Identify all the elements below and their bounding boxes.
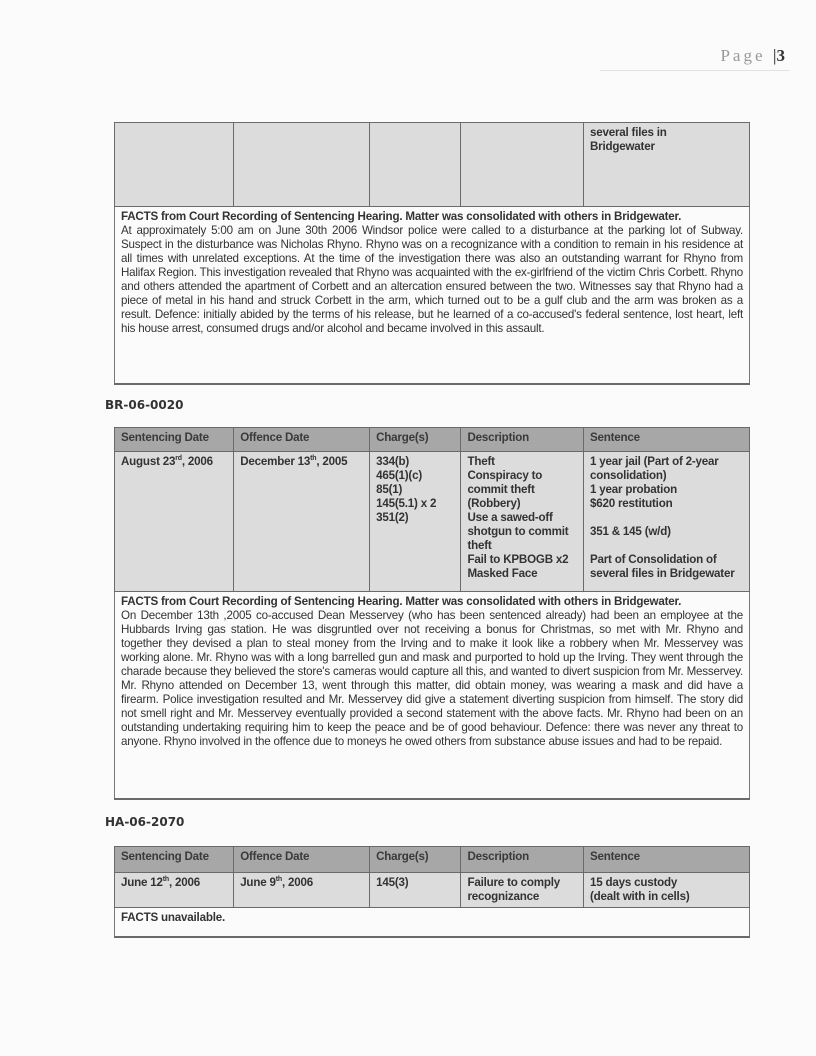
column-header: Charge(s) [370,847,461,873]
column-header: Sentence [583,847,749,873]
sentence-cell: 1 year jail (Part of 2-year consolidation) 1 year probation $620 restitution 351 & 145 (w/d) Part of Consolidation of several files in Bridgewater [583,452,749,592]
page-separator: | [772,46,777,65]
page-number: 3 [776,46,785,65]
header-rule [600,70,790,71]
description-cell: Theft Conspiracy to commit theft (Robbery) Use a sawed-off shotgun to commit theft Fail to KPBOGB x2 Masked Face [461,452,584,592]
sentence-cell: several files in Bridgewater [583,123,749,207]
facts-text: On December 13th ,2005 co-accused Dean Messervey (who has been sentenced already) had been an employee at the Hubbards Irving gas station. He was disgruntled over not receiving a bonus for Christmas, so met with Mr. Rhyno and together they devised a plan to steal money from the Irving and to make it look like a robbery when Mr. Messervey was working alone. Mr. Rhyno was with a long barrelled gun and mask and purported to hold up the Irving. They went through the charade because they believed the store's cameras would capture all this, and wanted to divert suspicion from Mr. Messervey. Mr. Rhyno attended on December 13, went through this matter, did obtain money, was wearing a mask and did have a firearm. Police investigation resulted and Mr. Messervey did give a statement diverting suspicion from himself. The story did not smell right and Mr. Messervey eventually provided a second statement with the above facts. Mr. Rhyno had been on an outstanding undertaking requiring him to keep the peace and be of good behaviour. Defence: there was never any threat to anyone. Rhyno involved in the offence due to moneys he owed others from substance abuse issues and had to be repaid. [121,609,743,748]
table-header-row [115,847,750,873]
facts-title: FACTS from Court Recording of Sentencing Hearing. Matter was consolidated with others in Bridgewater. [121,595,682,608]
column-header: Charge(s) [370,428,461,452]
offence-date-cell: December 13th, 2005 [234,452,370,592]
table-row [115,123,750,207]
facts-text: At approximately 5:00 am on June 30th 2006 Windsor police were called to a disturbance at the parking lot of Subway. Suspect in the disturbance was Nicholas Rhyno. Rhyno was on a recognizance with a condition to remain in his residence at all times with unrelated exceptions. At the time of the investigation there was also an outstanding warrant for Rhyno from Halifax Region. This investigation revealed that Rhyno was acquainted with the ex-girlfriend of the victim Chris Corbett. Rhyno and others attended the apartment of Corbett and an altercation ensured between the two. Witnesses say that Rhyno had a piece of metal in his hand and struck Corbett in the arm, which turned out to be a gulf club and the arm was broken as a result. Defence: initially abided by the terms of his release, but he learned of a co-accused's federal sentence, lost heart, left his house arrest, consumed drugs and/or alcohol and became involved in this assault. [121,224,743,335]
facts-row [115,908,750,938]
charges-cell [370,123,461,207]
table-header-row [115,428,750,452]
charges-cell: 334(b) 465(1)(c) 85(1) 145(5.1) x 2 351(2) [370,452,461,592]
facts-title: FACTS unavailable. [121,911,225,924]
continued-record-table [114,122,750,385]
facts-row [115,592,750,800]
table-row [115,452,750,592]
offence-date-cell [234,123,370,207]
column-header: Description [461,847,584,873]
column-header: Description [461,428,584,452]
case-id: HA-06-2070 [105,815,185,829]
description-cell: Failure to comply recognizance [461,873,584,908]
case-id: BR-06-0020 [105,398,184,412]
page-number-header [620,46,785,66]
column-header: Offence Date [234,847,370,873]
facts-row [115,207,750,385]
column-header: Sentence [583,428,749,452]
sentencing-date-cell [115,123,234,207]
description-cell [461,123,584,207]
sentencing-date-cell: August 23rd, 2006 [115,452,234,592]
column-header: Offence Date [234,428,370,452]
sentence-cell: 15 days custody (dealt with in cells) [583,873,749,908]
record-table [114,427,750,800]
offence-date-cell: June 9th, 2006 [234,873,370,908]
page-label: Page [720,46,766,65]
column-header: Sentencing Date [115,847,234,873]
table-row [115,873,750,908]
facts-title: FACTS from Court Recording of Sentencing Hearing. Matter was consolidated with others in Bridgewater. [121,210,682,223]
record-table [114,846,750,938]
column-header: Sentencing Date [115,428,234,452]
sentencing-date-cell: June 12th, 2006 [115,873,234,908]
charges-cell: 145(3) [370,873,461,908]
